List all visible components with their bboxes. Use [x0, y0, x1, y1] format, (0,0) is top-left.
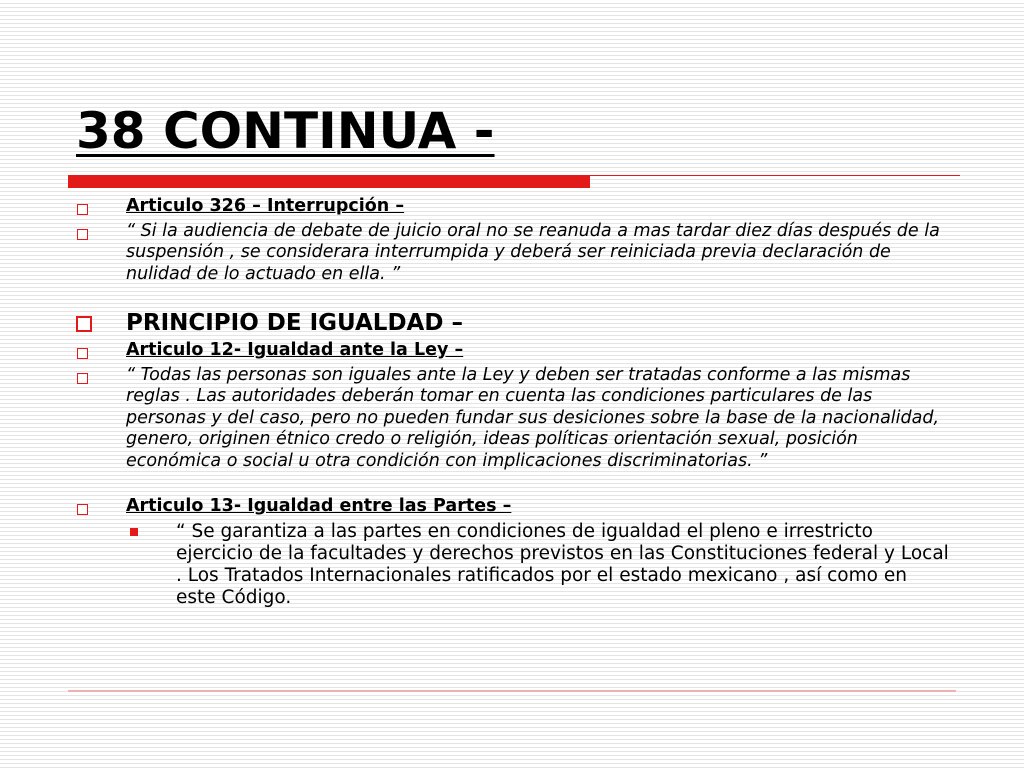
- list-item-articulo-13: [72, 496, 952, 518]
- item-heading: Articulo 326 – Interrupción –: [126, 196, 405, 216]
- slide-title: 38 CONTINUA -: [76, 102, 495, 160]
- filled-square-icon: [130, 528, 138, 536]
- hollow-square-icon: [76, 316, 92, 332]
- item-heading: Articulo 12- Igualdad ante la Ley –: [126, 340, 464, 360]
- hollow-square-icon: [77, 373, 88, 384]
- title-thin-rule: [590, 175, 960, 176]
- item-quote: “ Si la audiencia de debate de juicio oral no se reanuda a mas tardar diez días después de la suspensión , se considerara interrumpida y deberá ser reiniciada previa declaración de nulidad de lo actuado en ella. ”: [126, 220, 940, 284]
- list-item-quote-12: [72, 365, 952, 473]
- hollow-square-icon: [77, 229, 88, 240]
- section-heading: PRINCIPIO DE IGUALDAD –: [126, 310, 463, 336]
- list-item-articulo-326: [72, 196, 952, 218]
- hollow-square-icon: [77, 504, 88, 515]
- item-text: “ Se garantiza a las partes en condiciones de igualdad el pleno e irrestricto ejercicio de la facultades y derechos previstos en las Constituciones federal y Local . Los Tratados Internacionales ratificados por el estado mexicano , así como en este Código.: [176, 520, 949, 608]
- title-underline-bar: [68, 175, 590, 188]
- hollow-square-icon: [77, 204, 88, 215]
- item-heading: Articulo 13- Igualdad entre las Partes –: [126, 496, 512, 516]
- slide-body: [72, 196, 952, 609]
- sublist-item-quote-13: [72, 521, 952, 609]
- footer-rule: [68, 690, 956, 692]
- list-item-principio: [72, 309, 952, 337]
- list-item-quote-326: [72, 221, 952, 286]
- hollow-square-icon: [77, 348, 88, 359]
- item-quote: “ Todas las personas son iguales ante la Ley y deben ser tratadas conforme a las mismas reglas . Las autoridades deberán tomar en cuenta las condiciones particulares de las personas y del caso, pero no pueden fundar sus desiciones sobre la base de la nacionalidad, genero, originen étnico credo o religión, ideas políticas orientación sexual, posición económica o social u otra condición con implicaciones discriminatorias. ”: [126, 364, 940, 471]
- list-item-articulo-12: [72, 340, 952, 362]
